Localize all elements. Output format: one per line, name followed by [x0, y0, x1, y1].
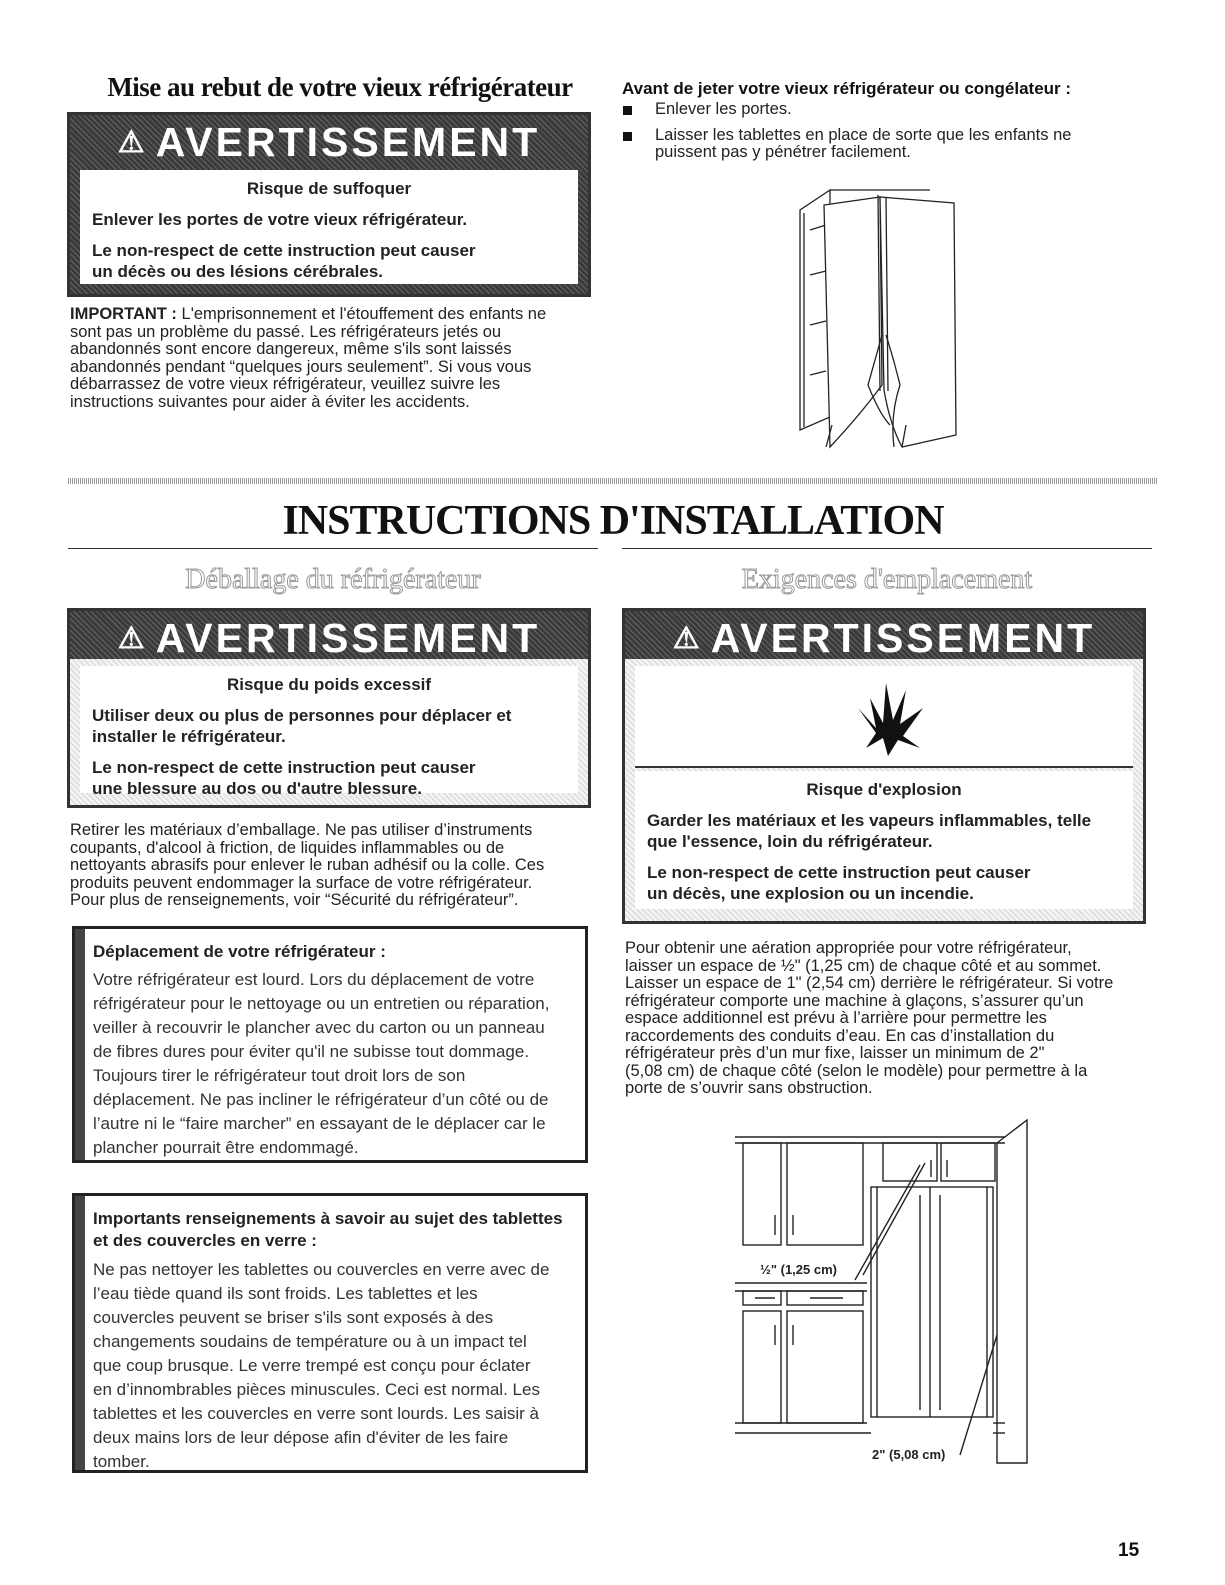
warning-banner: ⚠ AVERTISSEMENT: [672, 615, 1096, 661]
disposal-bullets: [620, 101, 1120, 162]
moving-sidebar: Déplacement de votre réfrigérateur : Votre réfrigérateur est lourd. Lors du déplacement de votre réfrigérateur pour le nettoyage ou un entretien ou réparation, veiller à recouvrir le plancher avec du carton ou un panneau de fibres dures pour éviter qu'il ne subisse tout dommage. Toujours tirer le réfrigérateur tout droit lors de son déplacement. Ne pas incliner le réfrigérateur d’un côté ou de l’autre ni le “faire marcher” en essayant de le déplacer car le plancher pourrait être endommagé.: [72, 926, 588, 1163]
warning-triangle-icon: ⚠: [117, 126, 148, 159]
shelves-title: Importants renseignements à savoir au sujet des tablettes: [93, 1209, 563, 1228]
page-number: 15: [1118, 1540, 1140, 1561]
warning-banner: ⚠ AVERTISSEMENT: [117, 119, 541, 165]
weight-warning: ⚠ AVERTISSEMENT Risque du poids excessif Utiliser deux ou plus de personnes pour déplacer et installer le réfrigérateur. Le non-respect de cette instruction peut causer une blessure au dos ou d'autre blessure.: [67, 608, 591, 808]
warning-triangle-icon: ⚠: [117, 622, 148, 655]
list-item: Enlever les portes.: [620, 101, 1120, 119]
warning-heading: Risque de suffoquer: [246, 179, 412, 198]
fridge-doors-removed-illustration: [790, 185, 970, 457]
warning-line: un décès ou des lésions cérébrales.: [92, 262, 384, 281]
unpacking-paragraph: Retirer les matériaux d’emballage. Ne pas utiliser d’instruments coupants, d'alcool à friction, de liquides inflammables ou de nettoyants abrasifs pour enlever le ruban adhésif ou la colle. Ces produits peuvent endommager la surface de votre réfrigérateur. Pour plus de renseignements, voir “Sécurité du réfrigérateur”.: [70, 821, 545, 909]
explosion-warning: ⚠ AVERTISSEMENT Risque d'explosion Garder les matériaux et les vapeurs inflammables, telle que l'essence, loin du réfrigérateur. Le non-respect de cette instruction peut causer un décès, une explosion ou un incendie.: [622, 608, 1146, 924]
important-paragraph: IMPORTANT : L'emprisonnement et l'étouffement des enfants ne sont pas un problème du passé. Les réfrigérateurs jetés ou abandonnés sont encore dangereux, même s'ils sont laissés abandonnés pendant “quelques jours seulement”. Si vous vous débarrassez de votre vieux réfrigérateur, veuillez suivre les instructions suivantes pour aider à éviter les accidents.: [70, 305, 547, 411]
warning-line: Enlever les portes de votre vieux réfrigérateur.: [92, 210, 468, 229]
explosion-icon: [848, 678, 928, 758]
important-label: IMPORTANT :: [70, 305, 177, 323]
moving-title: Déplacement de votre réfrigérateur :: [93, 942, 386, 961]
list-item: Laisser les tablettes en place de sorte que les enfants ne puissent pas y pénétrer facilement.: [620, 127, 1120, 162]
warning-banner: ⚠ AVERTISSEMENT: [117, 615, 541, 661]
section-divider: [68, 478, 1158, 484]
location-paragraph: Pour obtenir une aération appropriée pour votre réfrigérateur, laisser un espace de ½" (1,25 cm) de chaque côté et au sommet. Laisser un espace de 1" (2,54 cm) derrière le réfrigérateur. Si votre réfrigérateur comporte une machine à glaçons, s’assurer qu’un espace additionnel est prévu à l’arrière pour permettre les raccordements des conduits d’eau. En cas d’installation du réfrigérateur près d’un mur fixe, laisser un minimum de 2" (5,08 cm) de chaque côté (selon le modèle) pour permettre à la porte de s’ouvrir sans obstruction.: [625, 939, 1114, 1097]
suffocation-warning: [67, 112, 591, 297]
half-inch-clearance-label: ½" (1,25 cm): [760, 1262, 837, 1277]
warning-heading: Risque du poids excessif: [226, 675, 432, 694]
shelves-sidebar: Importants renseignements à savoir au sujet des tablettes et des couvercles en verre : Ne pas nettoyer les tablettes ou couvercles en verre avec de l’eau tiède quand ils sont froids. Les tablettes et les couvercles peuvent se briser s'ils sont exposés à des changements soudains de température ou à un impact tel que coup brusque. Le verre trempé est conçu pour éclater en d’innombrables pièces minuscules. Ceci est normal. Les tablettes et les couvercles en verre sont lourds. Les saisir à deux mains lors de leur dépose afin d'éviter de les faire tomber.: [72, 1193, 588, 1473]
fridge-clearance-illustration: [735, 1115, 1035, 1475]
warning-triangle-icon: ⚠: [672, 622, 703, 655]
two-inch-clearance-label: 2" (5,08 cm): [872, 1447, 946, 1462]
unpacking-title: Déballage du réfrigérateur: [185, 564, 481, 595]
before-disposal-title: Avant de jeter votre vieux réfrigérateur ou congélateur :: [622, 79, 1072, 98]
column-rule-right: [622, 548, 1152, 549]
warning-heading: Risque d'explosion: [806, 780, 962, 799]
warning-line: Le non-respect de cette instruction peut causer: [92, 241, 476, 260]
location-title: Exigences d'emplacement: [741, 564, 1033, 595]
disposal-title: Mise au rebut de votre vieux réfrigérateur: [107, 72, 573, 102]
column-rule-left: [68, 548, 598, 549]
installation-title: INSTRUCTIONS D'INSTALLATION: [282, 498, 944, 544]
